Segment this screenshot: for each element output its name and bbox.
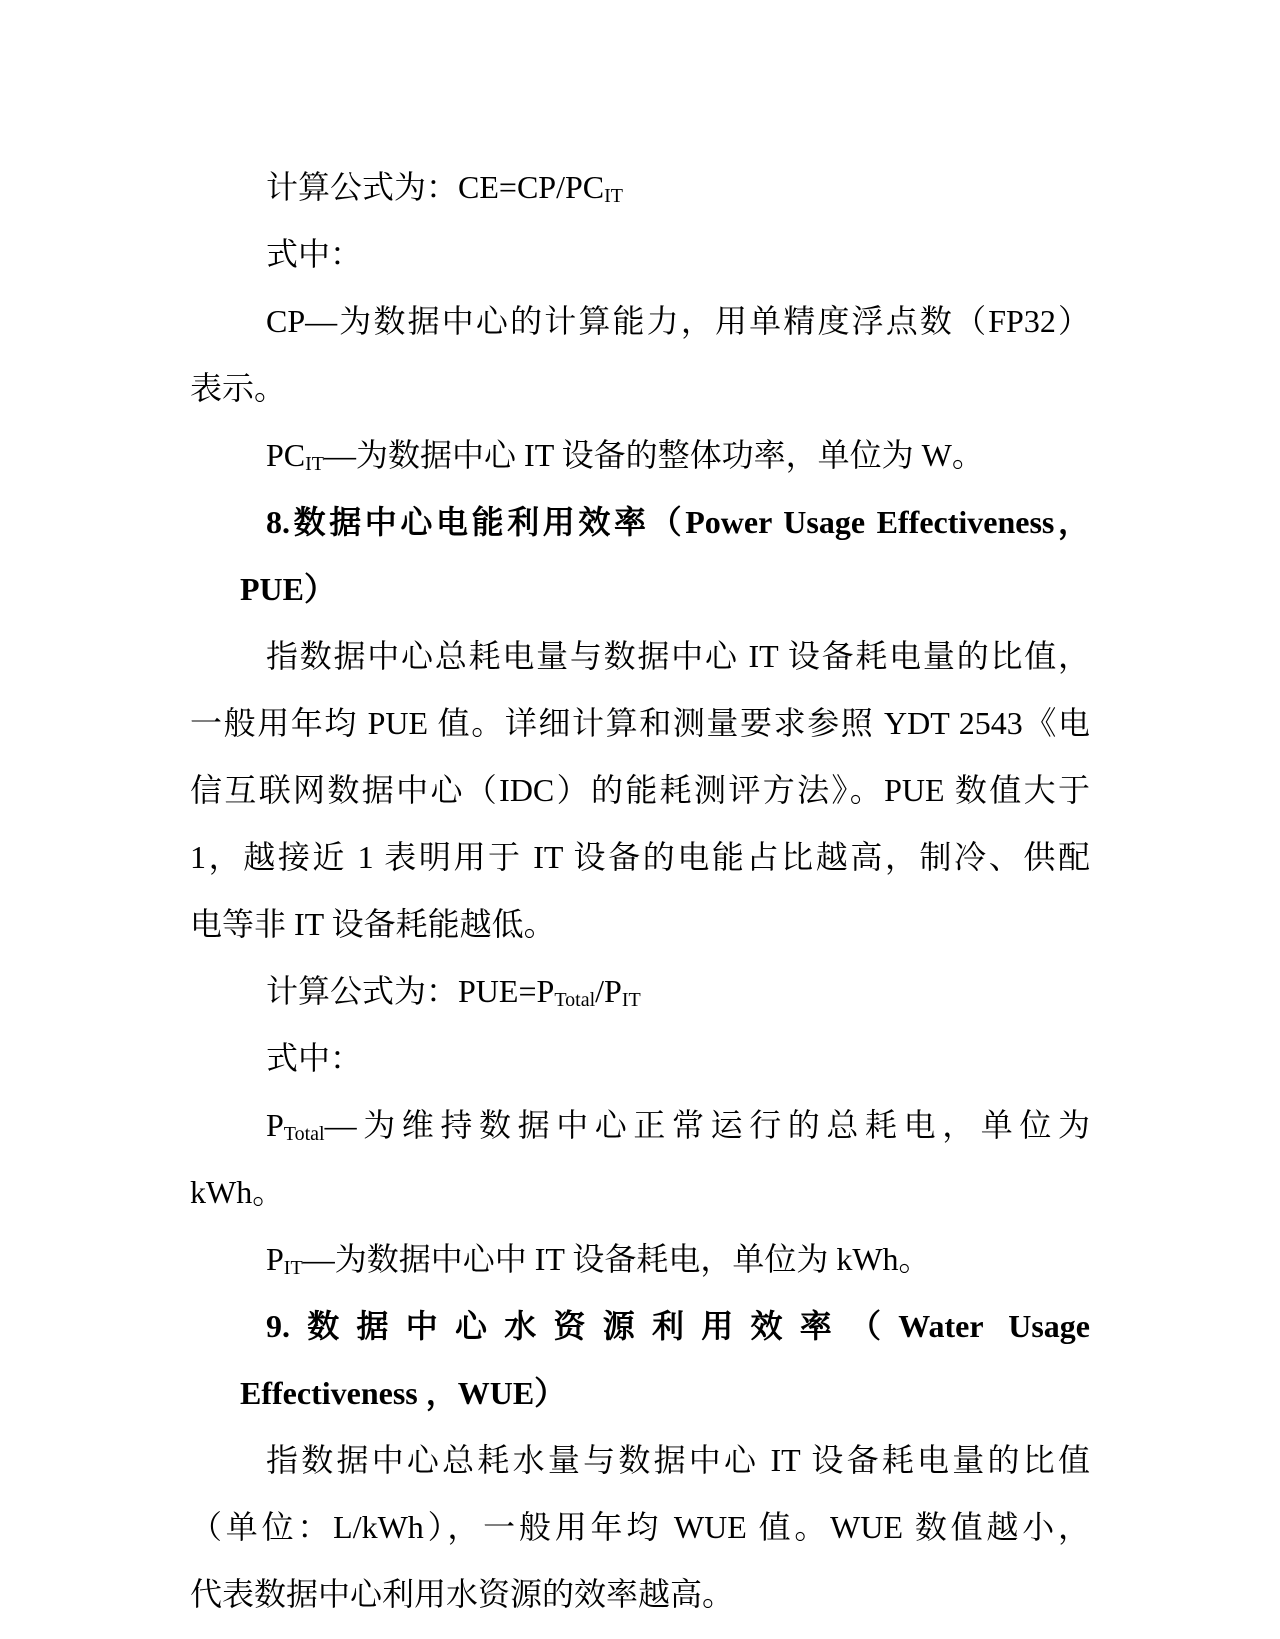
text-run: —为数据中心中 IT 设备耗电，单位为 kWh。 bbox=[302, 1241, 931, 1277]
text-run: 代表数据中心利用水资源的效率越高。 bbox=[190, 1576, 735, 1612]
formula-notation-label-1 bbox=[190, 221, 1090, 288]
subscript-text: Total bbox=[554, 989, 596, 1011]
text-run: 信互联网数据中心（IDC）的能耗测评方法》。PUE 数值大于 bbox=[190, 772, 1090, 808]
ptotal-definition-line-2 bbox=[190, 1159, 1090, 1226]
text-run: 计算公式为：PUE=P bbox=[266, 973, 555, 1009]
text-run: 式中： bbox=[266, 1040, 363, 1076]
pue-description-line-5 bbox=[190, 891, 1090, 958]
text-run: 式中： bbox=[266, 236, 363, 272]
cp-definition-line-2 bbox=[190, 355, 1090, 422]
subscript-text: IT bbox=[305, 453, 325, 475]
text-run: CP—为数据中心的计算能力，用单精度浮点数（FP32） bbox=[266, 303, 1090, 339]
pue-formula-line bbox=[190, 958, 1090, 1025]
text-run: 指数据中心总耗电量与数据中心 IT 设备耗电量的比值， bbox=[266, 638, 1090, 674]
pue-description-line-2 bbox=[190, 690, 1090, 757]
formula-notation-label-2 bbox=[190, 1025, 1090, 1092]
wue-description-line-2 bbox=[190, 1494, 1090, 1561]
ptotal-definition-line-1 bbox=[190, 1092, 1090, 1159]
text-run: Effectiveness ，WUE） bbox=[240, 1375, 567, 1411]
text-run: P bbox=[266, 1107, 284, 1143]
pue-description-line-3 bbox=[190, 757, 1090, 824]
wue-description-line-1 bbox=[190, 1427, 1090, 1494]
text-run: P bbox=[266, 1241, 284, 1277]
text-run: 指数据中心总耗水量与数据中心 IT 设备耗电量的比值 bbox=[266, 1442, 1090, 1478]
pit-definition-line bbox=[190, 1226, 1090, 1293]
section-8-heading-line-2 bbox=[190, 556, 1090, 623]
subscript-text: IT bbox=[604, 185, 624, 207]
text-run: 表示。 bbox=[190, 370, 287, 406]
text-run: PC bbox=[266, 437, 306, 473]
text-run: 电等非 IT 设备耗能越低。 bbox=[190, 906, 556, 942]
ce-formula-line bbox=[190, 154, 1090, 221]
text-run: 8.数据中心电能利用效率（Power Usage Effectiveness， bbox=[266, 504, 1090, 540]
section-9-heading-line-2 bbox=[190, 1360, 1090, 1427]
pue-description-line-4 bbox=[190, 824, 1090, 891]
pcit-definition-line bbox=[190, 422, 1090, 489]
subscript-text: IT bbox=[283, 1257, 303, 1279]
pue-description-line-1 bbox=[190, 623, 1090, 690]
section-9-heading-line-1 bbox=[190, 1293, 1090, 1360]
subscript-text: Total bbox=[283, 1123, 325, 1145]
text-run: PUE） bbox=[240, 571, 337, 607]
text-run: —为数据中心 IT 设备的整体功率，单位为 W。 bbox=[324, 437, 984, 473]
section-8-heading-line-1 bbox=[190, 489, 1090, 556]
text-run: /P bbox=[595, 973, 622, 1009]
text-run: kWh。 bbox=[190, 1174, 285, 1210]
text-run: 9.数据中心水资源利用效率（Water Usage bbox=[266, 1308, 1090, 1344]
text-run: （单位：L/kWh），一般用年均 WUE 值。WUE 数值越小， bbox=[190, 1509, 1090, 1545]
cp-definition-line-1 bbox=[190, 288, 1090, 355]
text-run: 计算公式为：CE=CP/PC bbox=[266, 169, 605, 205]
text-run: 一般用年均 PUE 值。详细计算和测量要求参照 YDT 2543《电 bbox=[190, 705, 1090, 741]
text-run: —为维持数据中心正常运行的总耗电，单位为 bbox=[324, 1107, 1090, 1143]
subscript-text: IT bbox=[621, 989, 641, 1011]
wue-description-line-3 bbox=[190, 1561, 1090, 1628]
text-run: 1，越接近 1 表明用于 IT 设备的电能占比越高，制冷、供配 bbox=[190, 839, 1090, 875]
